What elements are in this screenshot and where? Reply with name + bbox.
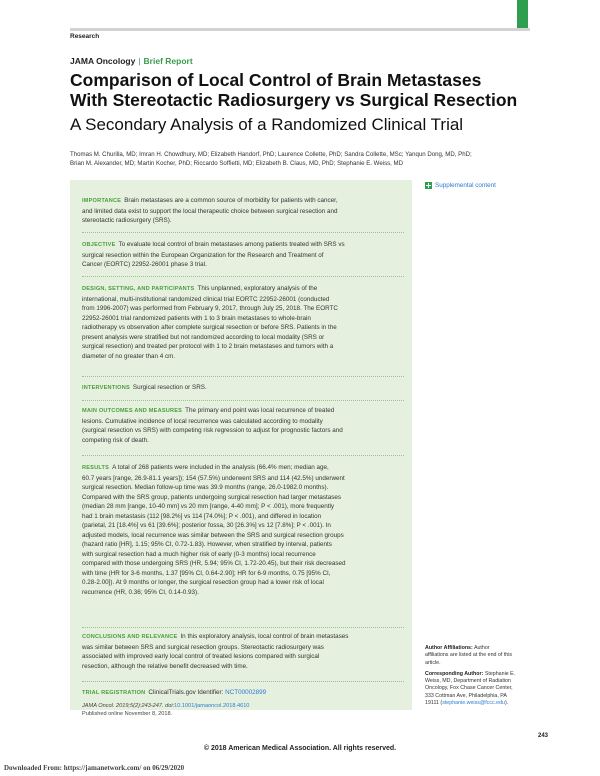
abstract-text: 60.7 years [range, 26.9-81.1 years]); 154 (57.5%) underwent SRS and 114 (42.5%) underwent	[82, 474, 345, 482]
citation-block	[82, 702, 404, 718]
section-color-tab	[517, 0, 528, 31]
abstract-text: (parietal, 21 [18.4%] vs 61 [39.6%]; posterior fossa, 30 [26.3%] vs 12 [7.8%]; P < .001). In	[82, 522, 331, 529]
abstract-text: had 1 brain metastasis (112 [98.2%] vs 114 [74.0%]; P < .001), and differed in location	[82, 512, 322, 520]
abstract-text: This unplanned, exploratory analysis of the	[197, 285, 318, 292]
abstract-importance	[82, 196, 404, 226]
abstract-text: In this exploratory analysis, local control of brain metastases	[180, 633, 349, 640]
abstract-text: present analysis were stratified but not randomized according to local modality (SRS or	[82, 333, 325, 341]
abstract-text: To evaluate local control of brain metastases among patients treated with SRS vs	[118, 241, 345, 248]
corresponding-email-link[interactable]: stephanie.weiss@fccc.edu	[442, 700, 505, 707]
corresponding-text: Weiss, MD, Department of Radiation	[425, 678, 511, 685]
abstract-text: with time (HR for 3-6 months, 1.37 [95% CI, 0.64-2.90]; HR for 6-9 months, 0.75 [95% CI,	[82, 569, 331, 577]
abstract-conclusions	[82, 632, 404, 671]
abstract-text: adjusted models, local recurrence was similar between the SRS and surgical resection groups	[82, 531, 344, 539]
corresponding-text: 333 Cottman Ave, Philadelphia, PA	[425, 692, 507, 699]
abstract-results	[82, 463, 404, 597]
abstract-text: recurrence (HR, 0.36; 95% CI, 0.14-0.93).	[82, 588, 199, 596]
abstract-text: (median 28 mm [range, 10-40 mm] vs 20 mm [range, 4-40 mm]; P < .001), more frequently	[82, 503, 335, 510]
abstract-text: resection, although the relative benefit decreased with time.	[82, 662, 248, 670]
trial-registration-link[interactable]: NCT00002899	[225, 689, 267, 696]
abstract-text: 22952-26001 trial randomized patients with 1 to 3 brain metastases to whole-brain	[82, 314, 311, 322]
corresponding-author	[425, 671, 535, 707]
article-title	[70, 70, 540, 110]
abstract-divider	[82, 232, 404, 233]
abstract-heading: MAIN OUTCOMES AND MEASURES	[82, 408, 183, 414]
abstract-text: and limited data exist to support the local therapeutic choice between surgical resection and	[82, 207, 338, 215]
abstract-divider	[82, 400, 404, 401]
corresponding-text: ).	[504, 700, 509, 707]
abstract-text: The primary end point was local recurrence of treated	[185, 407, 335, 414]
author-list	[70, 150, 520, 168]
abstract-text: diameter of no greater than 4 cm.	[82, 352, 176, 360]
abstract-text: 0.28-2.00]). At 9 months or longer, the surgical resection group had a lower risk of local	[82, 579, 324, 586]
supplemental-content-link[interactable]	[425, 182, 496, 189]
copyright-notice: © 2018 American Medical Association. All rights reserved.	[203, 745, 397, 752]
journal-line	[70, 56, 193, 66]
abstract-text: associated with improved early local control of treated lesions compared with surgical	[82, 653, 320, 660]
section-label: Research	[70, 33, 100, 40]
abstract-text: (hazard ratio [HR], 1.15; 95% CI, 0.72-1.83). However, when stratified by interval, patients	[82, 541, 332, 548]
article-subtitle: A Secondary Analysis of a Randomized Clinical Trial	[70, 115, 464, 134]
affiliations-heading: Author Affiliations:	[425, 645, 473, 651]
abstract-heading: DESIGN, SETTING, AND PARTICIPANTS	[82, 286, 195, 292]
author-line: Brian M. Alexander, MD; Martin Kocher, PhD; Riccardo Soffietti, MD; Elizabeth B. Claus, MD, PhD; Stephanie E. Weiss, MD	[70, 160, 404, 167]
abstract-divider	[82, 627, 404, 628]
abstract-text: competing risk of death.	[82, 436, 149, 444]
abstract-text: compared with those undergoing SRS (HR, 5.94; 95% CI, 1.72-20.45), but their risk decreased	[82, 560, 346, 567]
abstract-text: ClinicalTrials.gov Identifier:	[148, 689, 224, 696]
author-affiliations	[425, 645, 535, 667]
abstract-text: international, multi-institutional randomized clinical trial EORTC 22952-26001 (conducted	[82, 295, 330, 303]
affiliations-text: article.	[425, 659, 441, 666]
abstract-text: from 1996-2007) was performed from February 9, 2017, through July 25, 2018. The EORTC	[82, 305, 338, 312]
abstract-heading: RESULTS	[82, 465, 110, 471]
abstract-text: Compared with the SRS group, patients undergoing surgical resection had larger metastases	[82, 493, 342, 501]
doi-link[interactable]: 10.1001/jamaoncol.2018.4610	[174, 703, 250, 709]
abstract-text: Cancer (EORTC) 22952-26001 phase 3 trial.	[82, 261, 207, 268]
abstract-text: Surgical resection or SRS.	[132, 384, 207, 391]
corresponding-text: Oncology, Fox Chase Cancer Center,	[425, 685, 513, 692]
abstract-divider	[82, 376, 404, 377]
abstract-text: radiotherapy vs observation after complete surgical resection or before SRS. Patients in the	[82, 324, 337, 331]
corresponding-text: 19111 (	[425, 700, 443, 707]
abstract-heading: CONCLUSIONS AND RELEVANCE	[82, 634, 178, 640]
abstract-divider	[82, 455, 404, 456]
abstract-text: with surgical resection had a much higher risk of early (0-3 months) local recurrence	[82, 550, 316, 558]
abstract-text: lesions. Cumulative incidence of local recurrence was calculated according to modality	[82, 417, 323, 425]
abstract-text: stereotactic radiosurgery (SRS).	[82, 217, 172, 224]
citation-text: JAMA Oncol. 2019;5(2):243-247. doi:	[82, 703, 175, 709]
abstract-objective	[82, 240, 404, 270]
abstract-text: was similar between SRS and surgical resection groups. Stereotactic radiosurgery was	[82, 643, 324, 651]
abstract-text: surgical resection. Median follow-up time was 39.9 months (range, 26.0-1982.0 months).	[82, 484, 329, 491]
abstract-text: surgical resection within the European Organization for the Research and Treatment of	[82, 251, 324, 259]
header-rule	[70, 28, 530, 31]
published-online: Published online November 8, 2018.	[82, 711, 173, 717]
journal-name: JAMA Oncology	[70, 56, 136, 66]
title-line: Comparison of Local Control of Brain Metastases	[70, 70, 482, 90]
abstract-divider	[82, 276, 404, 277]
title-line: With Stereotactic Radiosurgery vs Surgical Resection	[70, 90, 518, 110]
affiliations-text: affiliations are listed at the end of this	[425, 652, 513, 659]
abstract-heading: OBJECTIVE	[82, 242, 116, 248]
abstract-text: Brain metastases are a common source of morbidity for patients with cancer,	[124, 197, 338, 204]
abstract-heading: TRIAL REGISTRATION	[82, 690, 146, 696]
abstract-heading: INTERVENTIONS	[82, 385, 130, 391]
author-line: Thomas M. Churilla, MD; Imran H. Chowdhury, MD; Elizabeth Handorf, PhD; Laurence Collette, PhD; Sandra Collette, MSc; Yanqun Dong, MD, PhD;	[70, 151, 472, 158]
page-number: 243	[538, 733, 549, 739]
article-type: Brief Report	[143, 56, 193, 66]
abstract-design	[82, 284, 404, 361]
abstract-text: (surgical resection vs SRS) with competing risk regression to adjust for prognostic factors and	[82, 427, 343, 434]
supplemental-label: Supplemental content	[435, 182, 496, 189]
journal-separator: |	[138, 56, 141, 66]
corresponding-heading: Corresponding Author:	[425, 670, 484, 677]
abstract-heading: IMPORTANCE	[82, 198, 122, 204]
abstract-text: surgical resection) and treated per protocol with 1 to 2 brain metastases and tumors with a	[82, 343, 334, 350]
abstract-interventions	[82, 383, 404, 394]
affiliations-text: Author	[473, 645, 490, 651]
abstract-divider	[82, 681, 404, 682]
corresponding-text: Stephanie E.	[484, 670, 516, 677]
abstract-registration	[82, 688, 404, 699]
abstract-text: A total of 268 patients were included in the analysis (66.4% men; median age,	[112, 464, 329, 471]
affiliations-column	[425, 645, 535, 711]
download-stamp: Downloaded From: https://jamanetwork.com/ on 06/29/2020	[4, 764, 185, 772]
abstract-outcomes	[82, 406, 404, 445]
plus-icon	[425, 182, 432, 189]
